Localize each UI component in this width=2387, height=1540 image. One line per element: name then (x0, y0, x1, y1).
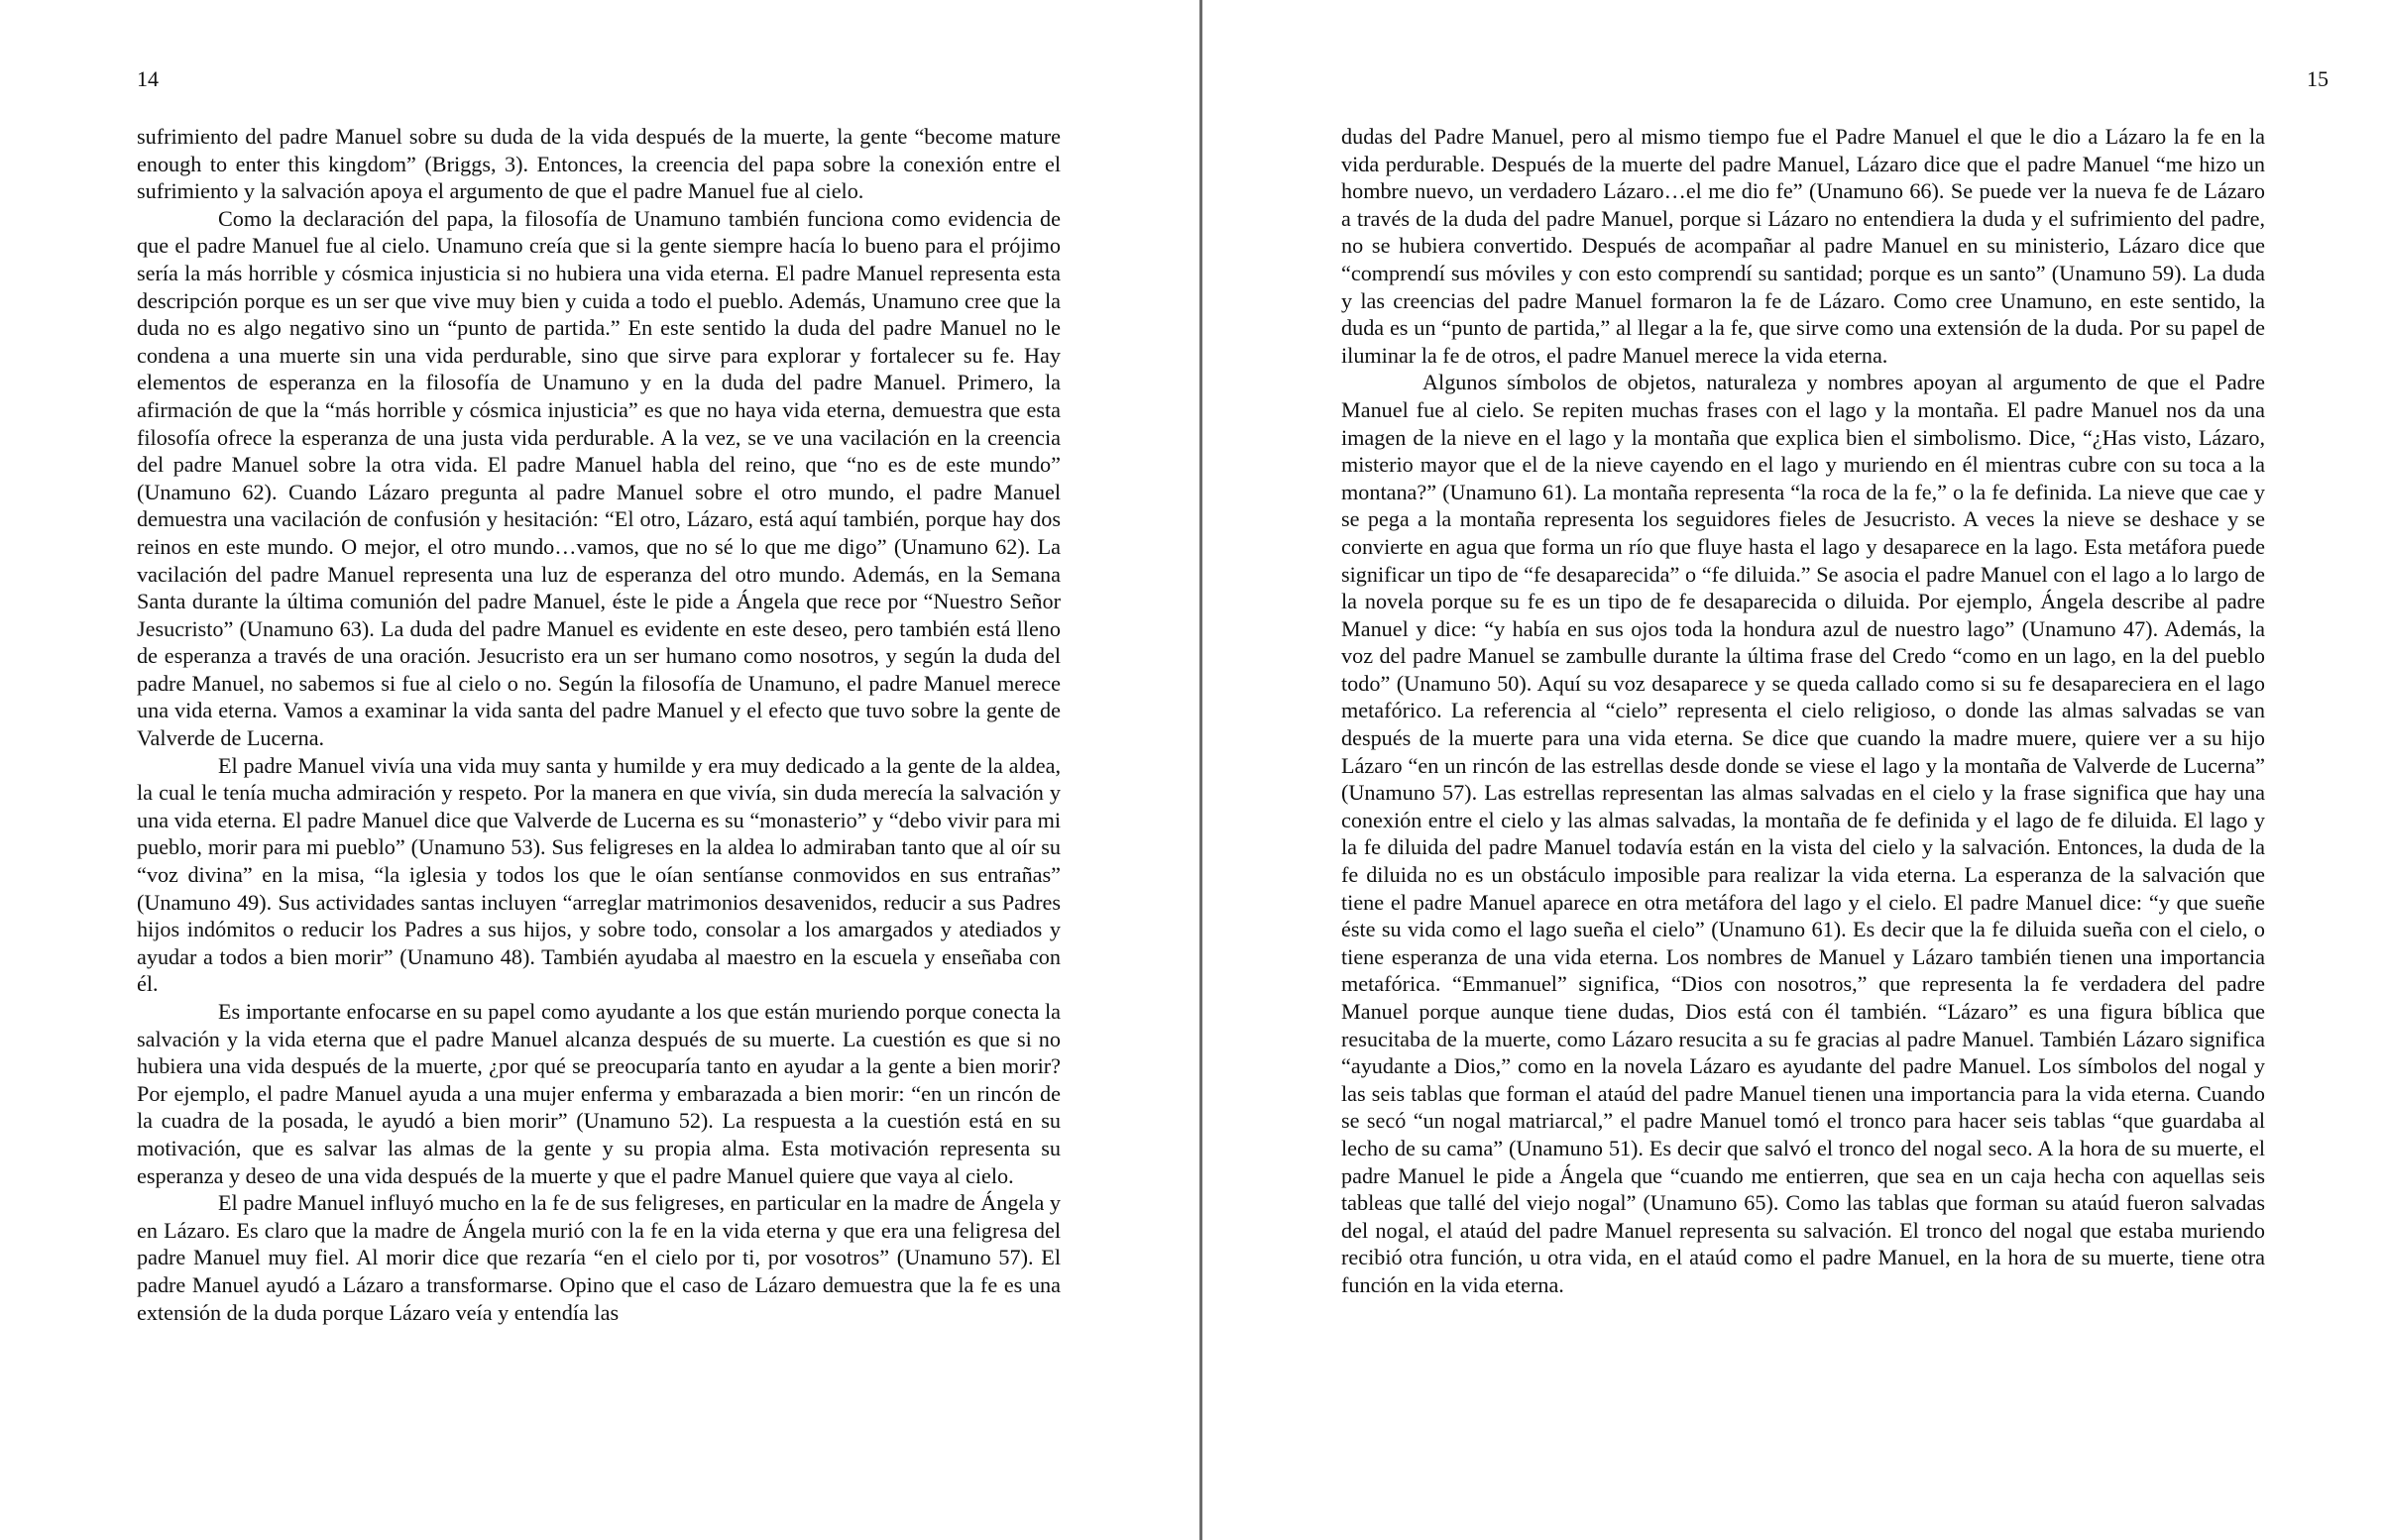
paragraph: El padre Manuel influyó mucho en la fe de sus feligreses, en particular en la madre de Ángela y en Lázaro. Es claro que la madre de Ángela murió con la fe en la vida eterna y que era una feligresa del padre Manuel muy fiel. Al morir dice que rezaría “en el cielo por ti, por vosotros” (Unamuno 57). El padre Manuel ayudó a Lázaro a transformarse. Opino que el caso de Lázaro demuestra que la fe es una extensión de la duda porque Lázaro veía y entendía las (137, 1190, 1061, 1325)
page-body (137, 123, 1061, 1326)
right-page (1203, 0, 2387, 1540)
page-body (1341, 123, 2265, 1299)
page-divider (1199, 0, 1202, 1540)
paragraph: El padre Manuel vivía una vida muy santa y humilde y era muy dedicado a la gente de la aldea, la cual le tenía mucha admiración y respeto. Por la manera en que vivía, sin duda merecía la salvación y una vida eterna. El padre Manuel dice que Valverde de Lucerna es su “monasterio” y “debo vivir para mi pueblo, morir para mi pueblo” (Unamuno 53). Sus feligreses en la aldea lo admiraban tanto que al oír su “voz divina” en la misa, “la iglesia y todos los que le oían sentíanse conmovidos en sus entrañas” (Unamuno 49). Sus actividades santas incluyen “arreglar matrimonios desavenidos, reducir a sus Padres hijos indómitos o reducir los Padres a sus hijos, y sobre todo, consolar a los amargados y atediados y ayudar a todos a bien morir” (Unamuno 48). También ayudaba al maestro en la escuela y enseñaba con él. (137, 752, 1061, 997)
page-number: 14 (137, 66, 159, 91)
page-number: 15 (2307, 66, 2329, 91)
paragraph: Es importante enfocarse en su papel como ayudante a los que están muriendo porque conecta la salvación y la vida eterna que el padre Manuel alcanza después de su muerte. La cuestión es que si no hubiera una vida después de la muerte, ¿por qué se preocuparía tanto en ayudar a la gente a bien morir? Por ejemplo, el padre Manuel ayuda a una mujer enferma y embarazada a bien morir: “en un rincón de la cuadra de la posada, le ayudó a bien morir” (Unamuno 52). La respuesta a la cuestión está en su motivación, que es salvar las almas de la gente y su propia alma. Esta motivación representa su esperanza y deseo de una vida después de la muerte y que el padre Manuel quiere que vaya al cielo. (137, 999, 1061, 1188)
paragraph: Algunos símbolos de objetos, naturaleza y nombres apoyan al argumento de que el Padre Manuel fue al cielo. Se repiten muchas frases con el lago y la montaña. El padre Manuel nos da una imagen de la nieve en el lago y la montaña que explica bien el simbolismo. Dice, “¿Has visto, Lázaro, misterio mayor que el de la nieve cayendo en el lago y muriendo en él mientras cubre con su toca a la montana?” (Unamuno 61). La montaña representa “la roca de la fe,” o la fe definida. La nieve que cae y se pega a la montaña representa los seguidores fieles de Jesucristo. A veces la nieve se deshace y se convierte en agua que forma un río que fluye hasta el lago y desaparece en la lago. Esta metáfora puede significar un tipo de “fe desaparecida” o “fe diluida.” Se asocia el padre Manuel con el lago a lo largo de la novela porque su fe es un tipo de fe desaparecida o diluida. Por ejemplo, Ángela describe al padre Manuel y dice: “y había en sus ojos toda la hondura azul de nuestro lago” (Unamuno 47). Además, la voz del padre Manuel se zambulle durante la última frase del Credo “como en un lago, en la del pueblo todo” (Unamuno 50). Aquí su voz desaparece y se queda callado como si su fe desapareciera en el lago metafórico. La referencia al “cielo” representa el cielo religioso, o donde las almas salvadas se van después de la muerte para una vida eterna. Se dice que cuando la madre muere, quiere ver a su hijo Lázaro “en un rincón de las estrellas desde donde se viese el lago y la montaña de Valverde de Lucerna” (Unamuno 57). Las estrellas representan las almas salvadas en el cielo y la frase significa que hay una conexión entre el cielo y las almas salvadas, la montaña de fe definida y el lago de fe diluida. El lago y la fe diluida del padre Manuel todavía están en la vista del cielo y la salvación. Entonces, la duda de la fe diluida no es un obstáculo imposible para realizar la vida eterna. La esperanza de la salvación que tiene el padre Manuel aparece en otra metáfora del lago y el cielo. El padre Manuel dice: “y que sueñe éste su vida como el lago sueña el cielo” (Unamuno 61). Es decir que la fe diluida sueña con el cielo, o tiene esperanza de una vida eterna. Los nombres de Manuel y Lázaro también tienen una importancia metafórica. “Emmanuel” significa, “Dios con nosotros,” que representa la fe verdadera del padre Manuel porque aunque tiene dudas, Dios está con él también. “Lázaro” es una figura bíblica que resucitaba de la muerte, como Lázaro resucita a su fe gracias al padre Manuel. También Lázaro significa “ayudante a Dios,” como en la novela Lázaro es ayudante del padre Manuel. Los símbolos del nogal y las seis tablas que forman el ataúd del padre Manuel tienen una importancia para la vida eterna. Cuando se secó “un nogal matriarcal,” el padre Manuel tomó el tronco para hacer seis tablas “que guardaba al lecho de su cama” (Unamuno 51). Es decir que salvó el tronco del nogal seco. A la hora de su muerte, el padre Manuel le pide a Ángela que “cuando me entierren, que sea en un caja hecha con aquellas seis tableas que tallé del viejo nogal” (Unamuno 65). Como las tablas que forman su ataúd fueron salvadas del nogal, el ataúd del padre Manuel representa su salvación. El tronco del nogal que estaba muriendo recibió otra función, u otra vida, en el ataúd como el padre Manuel, en la hora de su muerte, tiene otra función en la vida eterna. (1341, 370, 2265, 1297)
paragraph: dudas del Padre Manuel, pero al mismo tiempo fue el Padre Manuel el que le dio a Lázaro la fe en la vida perdurable. Después de la muerte del padre Manuel, Lázaro dice que el padre Manuel “me hizo un hombre nuevo, un verdadero Lázaro…el me dio fe” (Unamuno 66). Se puede ver la nueva fe de Lázaro a través de la duda del padre Manuel, porque si Lázaro no entendiera la duda y el sufrimiento del padre, no se hubiera convertido. Después de acompañar al padre Manuel en su ministerio, Lázaro dice que “comprendí sus móviles y con esto comprendí su santidad; porque es un santo” (Unamuno 59). La duda y las creencias del padre Manuel formaron la fe de Lázaro. Como cree Unamuno, en este sentido, la duda es un “punto de partida,” al llegar a la fe, que sirve como una extensión de la duda. Por su papel de iluminar la fe de otros, el padre Manuel merece la vida eterna. (1341, 124, 2265, 368)
paragraph: sufrimiento del padre Manuel sobre su duda de la vida después de la muerte, la gente “become mature enough to enter this kingdom” (Briggs, 3). Entonces, la creencia del papa sobre la conexión entre el sufrimiento y la salvación apoya el argumento de que el padre Manuel fue al cielo. (137, 124, 1061, 204)
paragraph: Como la declaración del papa, la filosofía de Unamuno también funciona como evidencia de que el padre Manuel fue al cielo. Unamuno creía que si la gente siempre hacía lo bueno para el prójimo sería la más horrible y cósmica injusticia si no hubiera una vida eterna. El padre Manuel representa esta descripción porque es un ser que vive muy bien y cuida a todo el pueblo. Además, Unamuno cree que la duda no es algo negativo sino un “punto de partida.” En este sentido la duda del padre Manuel no le condena a una muerte sin una vida perdurable, sino que sirve para explorar y fortalecer su fe. Hay elementos de esperanza en la filosofía de Unamuno y en la duda del padre Manuel. Primero, la afirmación de que la “más horrible y cósmica injusticia” es que no haya vida eterna, demuestra que esta filosofía ofrece la esperanza de una justa vida perdurable. A la vez, se ve una vacilación en la creencia del padre Manuel sobre la otra vida. El padre Manuel habla del reino, que “no es de este mundo” (Unamuno 62). Cuando Lázaro pregunta al padre Manuel sobre el otro mundo, el padre Manuel demuestra una vacilación de confusión y hesitación: “El otro, Lázaro, está aquí también, porque hay dos reinos en este mundo. O mejor, el otro mundo…vamos, que no sé lo que me digo” (Unamuno 62). La vacilación del padre Manuel representa una luz de esperanza del otro mundo. Además, en la Semana Santa durante la última comunión del padre Manuel, éste le pide a Ángela que rece por “Nuestro Señor Jesucristo” (Unamuno 63). La duda del padre Manuel es evidente en este deseo, pero también está lleno de esperanza a través de una oración. Jesucristo era un ser humano como nosotros, y según la duda del padre Manuel, no sabemos si fue al cielo o no. Según la filosofía de Unamuno, el padre Manuel merece una vida eterna. Vamos a examinar la vida santa del padre Manuel y el efecto que tuvo sobre la gente de Valverde de Lucerna. (137, 205, 1061, 751)
